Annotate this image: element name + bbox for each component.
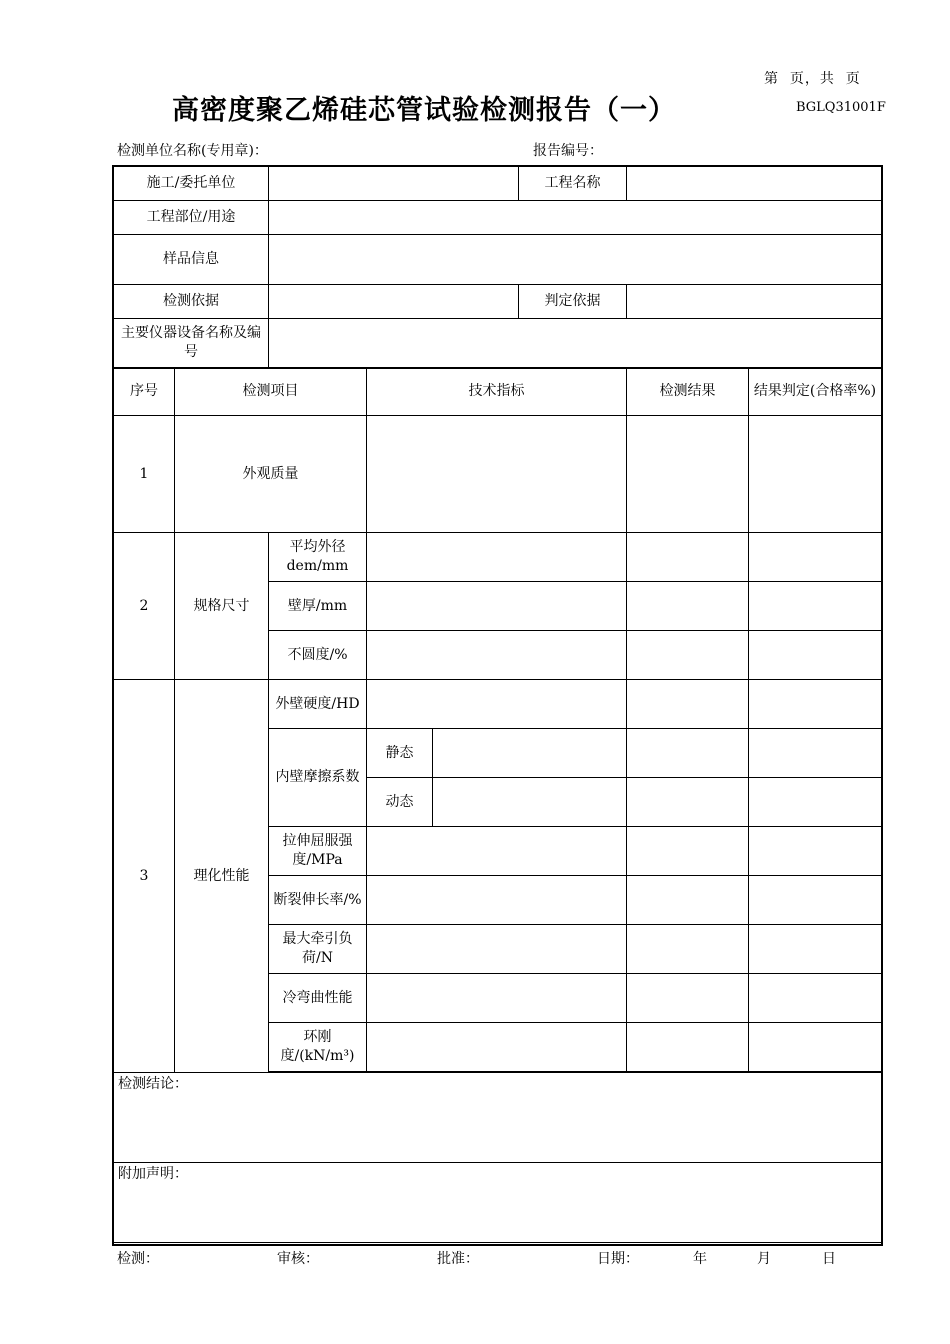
row2-judgement-2[interactable]: [749, 582, 882, 631]
site-value[interactable]: [269, 201, 882, 235]
note-label: 附加声明：: [118, 1166, 188, 1182]
row3-judgement-6[interactable]: [749, 974, 882, 1023]
col-spec: 技术指标: [367, 368, 627, 416]
row3-result-4[interactable]: [627, 876, 749, 925]
reviewer-label: 审核：: [277, 1251, 319, 1267]
row2-spec-3[interactable]: [367, 631, 627, 680]
report-number-label: 报告编号：: [533, 143, 603, 159]
basis-value[interactable]: [269, 285, 519, 319]
basis-label: 检测依据: [114, 285, 269, 319]
row2-item: 规格尺寸: [175, 533, 269, 680]
row2-sub-out-of-roundness: 不圆度/%: [269, 631, 367, 680]
client-label: 施工/委托单位: [114, 167, 269, 201]
row2-result-2[interactable]: [627, 582, 749, 631]
year-label: 年: [693, 1251, 707, 1267]
project-label: 工程名称: [519, 167, 627, 201]
conclusion-box[interactable]: [114, 1073, 882, 1163]
row3-sub-max-load: 最大牵引负荷/N: [269, 925, 367, 974]
row3-spec-3[interactable]: [367, 827, 627, 876]
col-judgement: 结果判定(合格率%): [749, 368, 882, 416]
row1-result[interactable]: [627, 416, 749, 533]
row3-result-5[interactable]: [627, 925, 749, 974]
month-label: 月: [757, 1251, 771, 1267]
row3-result-6[interactable]: [627, 974, 749, 1023]
row3-sub-friction-static: 静态: [367, 729, 433, 778]
sample-value[interactable]: [269, 235, 882, 285]
row3-item: 理化性能: [175, 680, 269, 1073]
page-info: 第 页，共 页: [764, 71, 861, 87]
row3-sub-ring-stiffness: 环刚度/(kN/m³): [269, 1023, 367, 1072]
approver-label: 批准：: [437, 1251, 479, 1267]
row3-sub-hardness: 外壁硬度/HD: [269, 680, 367, 729]
conclusion-label: 检测结论：: [118, 1076, 188, 1092]
judge-basis-label: 判定依据: [519, 285, 627, 319]
row2-judgement-1[interactable]: [749, 533, 882, 582]
report-table: [113, 166, 882, 1243]
row3-spec-7[interactable]: [367, 1023, 627, 1072]
day-label: 日: [822, 1251, 836, 1267]
row2-seq: 2: [114, 533, 175, 680]
row3-result-3[interactable]: [627, 827, 749, 876]
row2-sub-outer-diameter: 平均外径dem/mm: [269, 533, 367, 582]
row1-spec[interactable]: [367, 416, 627, 533]
row3-spec-5[interactable]: [367, 925, 627, 974]
date-label: 日期：: [597, 1251, 639, 1267]
project-value[interactable]: [627, 167, 882, 201]
row2-judgement-3[interactable]: [749, 631, 882, 680]
row3-sub-friction: 内壁摩擦系数: [269, 729, 367, 827]
row2-result-1[interactable]: [627, 533, 749, 582]
page-title: 高密度聚乙烯硅芯管试验检测报告（一）: [172, 95, 676, 126]
row2-spec-1[interactable]: [367, 533, 627, 582]
sample-label: 样品信息: [114, 235, 269, 285]
equipment-value[interactable]: [269, 319, 882, 368]
row3-judgement-3[interactable]: [749, 827, 882, 876]
row3-result-1[interactable]: [627, 680, 749, 729]
row1-seq: 1: [114, 416, 175, 533]
lab-name-label: 检测单位名称(专用章)：: [117, 143, 268, 159]
row3-judgement-dynamic[interactable]: [749, 778, 882, 827]
row3-sub-friction-dynamic: 动态: [367, 778, 433, 827]
row3-judgement-1[interactable]: [749, 680, 882, 729]
col-item: 检测项目: [175, 368, 367, 416]
row1-judgement[interactable]: [749, 416, 882, 533]
row2-spec-2[interactable]: [367, 582, 627, 631]
row3-sub-elongation: 断裂伸长率/%: [269, 876, 367, 925]
row3-judgement-7[interactable]: [749, 1023, 882, 1072]
row2-result-3[interactable]: [627, 631, 749, 680]
row3-spec-6[interactable]: [367, 974, 627, 1023]
row3-judgement-5[interactable]: [749, 925, 882, 974]
site-label: 工程部位/用途: [114, 201, 269, 235]
row1-item: 外观质量: [175, 416, 367, 533]
col-seq: 序号: [114, 368, 175, 416]
client-value[interactable]: [269, 167, 519, 201]
row3-result-static[interactable]: [627, 729, 749, 778]
row3-sub-tensile: 拉伸屈服强度/MPa: [269, 827, 367, 876]
row2-sub-wall-thickness: 壁厚/mm: [269, 582, 367, 631]
row3-result-7[interactable]: [627, 1023, 749, 1072]
row3-spec-static[interactable]: [433, 729, 627, 778]
form-code: BGLQ31001F: [796, 100, 886, 115]
judge-basis-value[interactable]: [627, 285, 882, 319]
row3-spec-4[interactable]: [367, 876, 627, 925]
row3-result-dynamic[interactable]: [627, 778, 749, 827]
row3-judgement-4[interactable]: [749, 876, 882, 925]
row3-sub-cold-bend: 冷弯曲性能: [269, 974, 367, 1023]
tester-label: 检测：: [117, 1251, 159, 1267]
row3-spec-1[interactable]: [367, 680, 627, 729]
col-result: 检测结果: [627, 368, 749, 416]
note-box[interactable]: [114, 1163, 882, 1243]
equipment-label: 主要仪器设备名称及编号: [114, 319, 269, 368]
row3-spec-dynamic[interactable]: [433, 778, 627, 827]
row3-seq: 3: [114, 680, 175, 1073]
row3-judgement-static[interactable]: [749, 729, 882, 778]
